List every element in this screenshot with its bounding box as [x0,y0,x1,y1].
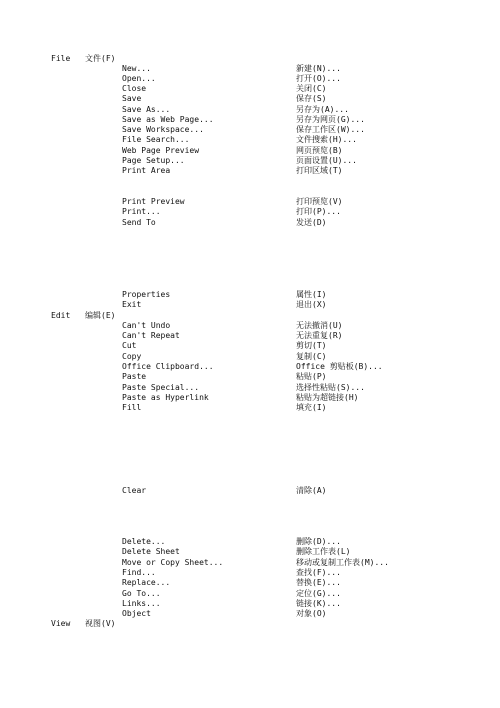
menu-zh: 编辑(E) [85,311,116,320]
item-en: Office Clipboard... [122,362,214,371]
menu-row-view [0,619,500,629]
item-en: Delete... [122,537,166,546]
item-en: Close [122,84,147,93]
item-en: Save Workspace... [122,125,204,134]
menu-item-row [0,135,500,145]
item-zh: 打印(P)... [296,207,341,216]
item-en: Web Page Preview [122,146,200,155]
item-zh: 查找(F)... [296,568,341,577]
item-en: Links... [122,599,161,608]
item-zh: 复制(C) [296,352,327,361]
menu-zh: 文件(F) [85,54,116,63]
menu-item-row [0,290,500,300]
item-zh: 剪切(T) [296,341,327,350]
item-en: Fill [122,403,142,412]
item-en: Print Area [122,166,171,175]
menu-item-row [0,115,500,125]
item-en: Paste as Hyperlink [122,393,209,402]
item-zh: 关闭(C) [296,84,327,93]
item-en: Send To [122,218,156,227]
menu-item-row [0,300,500,310]
item-zh: 打开(O)... [296,74,341,83]
menu-item-row [0,393,500,403]
item-en: Save As... [122,105,171,114]
item-zh: 另存为网页(G)... [296,115,365,124]
menu-item-row [0,207,500,217]
item-en: Object [122,609,151,618]
menu-en: File [51,54,71,63]
item-zh: 保存工作区(W)... [296,125,365,134]
item-en: Properties [122,290,171,299]
item-zh: 选择性粘贴(S)... [296,383,365,392]
item-en: File Search... [122,135,190,144]
menu-item-row [0,64,500,74]
item-zh: 退出(X) [296,300,327,309]
menu-item-row [0,486,500,496]
item-zh: 粘贴为超链接(H) [296,393,359,402]
item-zh: 链接(K)... [296,599,341,608]
menu-item-row [0,321,500,331]
menu-item-row [0,94,500,104]
item-en: Paste [122,372,147,381]
item-zh: 页面设置(U)... [296,156,357,165]
menu-item-row [0,537,500,547]
item-zh: 定位(G)... [296,589,341,598]
item-zh: 无法重复(R) [296,331,343,340]
menu-item-row [0,568,500,578]
item-en: Delete Sheet [122,547,180,556]
item-en: Print Preview [122,197,185,206]
menu-item-row [0,589,500,599]
item-zh: 粘贴(P) [296,372,327,381]
item-zh: 移动或复制工作表(M)... [296,558,389,567]
item-en: Clear [122,486,147,495]
item-zh: 替换(E)... [296,578,341,587]
menu-en: View [51,619,71,628]
item-zh: 删除工作表(L) [296,547,351,556]
menu-item-row [0,599,500,609]
item-zh: 打印预览(V) [296,197,343,206]
menu-item-row [0,74,500,84]
menu-item-row [0,105,500,115]
menu-item-row [0,166,500,176]
menu-item-row [0,125,500,135]
menu-zh: 视图(V) [85,619,116,628]
menu-item-row [0,372,500,382]
item-en: Can't Undo [122,321,171,330]
item-en: Exit [122,300,142,309]
item-zh: 清除(A) [296,486,327,495]
item-zh: 文件搜索(H)... [296,135,357,144]
menu-item-row [0,156,500,166]
menu-item-row [0,403,500,413]
item-en: Open... [122,74,156,83]
item-zh: 另存为(A)... [296,105,349,114]
item-en: Page Setup... [122,156,185,165]
item-en: Replace... [122,578,171,587]
menu-item-row [0,609,500,619]
item-zh: 属性(I) [296,290,327,299]
item-en: Paste Special... [122,383,200,392]
menu-item-row [0,547,500,557]
menu-item-row [0,146,500,156]
menu-item-row [0,84,500,94]
menu-item-row [0,383,500,393]
menu-item-row [0,341,500,351]
item-zh: 保存(S) [296,94,327,103]
item-zh: 删除(D)... [296,537,341,546]
item-en: New... [122,64,151,73]
item-en: Print... [122,207,161,216]
item-en: Find... [122,568,156,577]
menu-item-row [0,362,500,372]
item-zh: 发送(D) [296,218,327,227]
item-en: Can't Repeat [122,331,180,340]
item-en: Move or Copy Sheet... [122,558,224,567]
menu-item-row [0,578,500,588]
item-en: Go To... [122,589,161,598]
item-en: Save as Web Page... [122,115,214,124]
item-en: Copy [122,352,142,361]
menu-row-edit [0,311,500,321]
menu-item-row [0,197,500,207]
menu-item-row [0,331,500,341]
item-zh: 对象(O) [296,609,327,618]
item-en: Cut [122,341,137,350]
item-zh: 新建(N)... [296,64,341,73]
item-zh: Office 剪贴板(B)... [296,362,383,371]
item-zh: 打印区域(T) [296,166,343,175]
item-zh: 网页预览(B) [296,146,343,155]
menu-item-row [0,558,500,568]
menu-item-row [0,352,500,362]
menu-en: Edit [51,311,71,320]
item-en: Save [122,94,142,103]
item-zh: 填充(I) [296,403,327,412]
menu-row-file [0,54,500,64]
menu-item-row [0,218,500,228]
item-zh: 无法撤消(U) [296,321,343,330]
